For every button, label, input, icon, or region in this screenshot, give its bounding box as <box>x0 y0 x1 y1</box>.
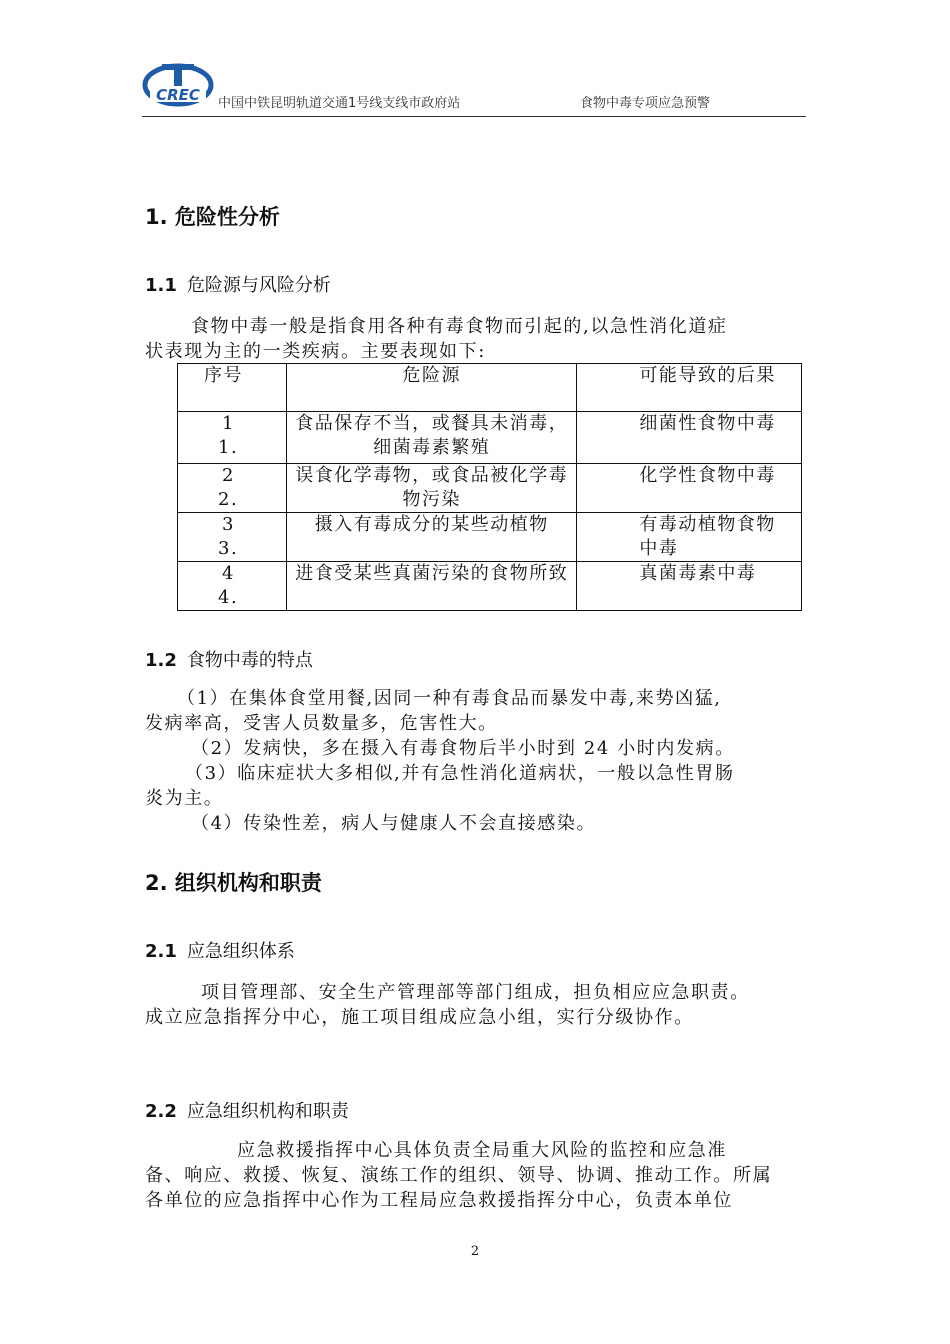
org-system-line-1: 项目管理部、安全生产管理部等部门组成，担负相应应急职责。 <box>201 982 750 1003</box>
header-cell-result: 可能导致的后果 <box>577 364 802 412</box>
row-result-cell: 真菌毒素中毒 <box>577 562 802 611</box>
row-result-cell: 化学性食物中毒 <box>577 464 802 513</box>
row-number: 4 <box>222 563 235 584</box>
org-duty-line-3: 各单位的应急指挥中心作为工程局应急救援指挥分中心，负责本单位 <box>145 1190 733 1211</box>
feature-1-line-1: （1）在集体食堂用餐,因同一种有毒食品而暴发中毒,来势凶猛, <box>177 688 722 709</box>
svg-text:CREC: CREC <box>156 86 200 104</box>
header-doc-title: 食物中毒专项应急预警 <box>580 96 711 111</box>
section-1-2-heading <box>145 646 313 672</box>
section-1-2-body <box>145 686 807 836</box>
row-number-cell <box>178 412 287 464</box>
section-2-2-body <box>145 1138 807 1213</box>
section-2-2-heading <box>145 1097 349 1123</box>
section-1-2-number: 1.2 <box>145 650 177 671</box>
org-system-line-2: 成立应急指挥分中心，施工项目组成应急小组，实行分级协作。 <box>145 1007 694 1028</box>
row-number-cell <box>178 562 287 611</box>
section-1-1-number: 1.1 <box>145 275 177 296</box>
row-number-dotted: 3. <box>218 538 239 559</box>
row-source-cell: 误食化学毒物，或食品被化学毒物污染 <box>287 464 577 513</box>
section-1-title: 1. 危险性分析 <box>145 205 280 229</box>
page-number: 2 <box>470 1244 480 1259</box>
row-number: 3 <box>222 514 235 535</box>
table-row <box>178 562 802 611</box>
hazard-table <box>177 363 802 611</box>
header-project-name: 中国中铁昆明轨道交通1号线支线市政府站 <box>218 96 461 111</box>
crec-logo-icon <box>142 62 214 108</box>
intro-line-1: 食物中毒一般是指食用各种有毒食物而引起的,以急性消化道症 <box>191 316 728 337</box>
intro-line-2: 状表现为主的一类疾病。主要表现如下: <box>145 341 486 362</box>
header-divider <box>142 116 806 117</box>
feature-3-line-1: （3）临床症状大多相似,并有急性消化道病状，一般以急性胃肠 <box>185 763 735 784</box>
row-number-dotted: 4. <box>218 587 239 608</box>
table-row <box>178 513 802 562</box>
feature-3-line-2: 炎为主。 <box>145 788 224 809</box>
row-number-cell <box>178 464 287 513</box>
row-number: 1 <box>222 413 235 434</box>
section-2-1-title: 应急组织体系 <box>186 941 295 962</box>
section-1-1-heading <box>145 271 331 297</box>
header-cell-source: 危险源 <box>287 364 577 412</box>
row-source-cell: 进食受某些真菌污染的食物所致 <box>287 562 577 611</box>
section-1-1-intro <box>145 314 807 364</box>
section-2-2-number: 2.2 <box>145 1101 177 1122</box>
row-number-dotted: 2. <box>218 489 239 510</box>
section-2-1-number: 2.1 <box>145 941 177 962</box>
row-result-cell: 细菌性食物中毒 <box>577 412 802 464</box>
section-2-1-body <box>145 980 807 1030</box>
section-2-1-heading <box>145 937 295 963</box>
row-number-dotted: 1. <box>218 437 239 458</box>
section-2-2-title: 应急组织机构和职责 <box>186 1101 349 1122</box>
table-row <box>178 412 802 464</box>
feature-2: （2）发病快，多在摄入有毒食物后半小时到 24 小时内发病。 <box>191 738 735 759</box>
feature-1-line-2: 发病率高，受害人员数量多，危害性大。 <box>145 713 498 734</box>
org-duty-line-1: 应急救援指挥中心具体负责全局重大风险的监控和应急准 <box>237 1140 727 1161</box>
table-row <box>178 464 802 513</box>
section-1-2-title: 食物中毒的特点 <box>186 650 313 671</box>
section-1-1-title: 危险源与风险分析 <box>186 275 331 296</box>
row-source-cell: 食品保存不当，或餐具未消毒，细菌毒素繁殖 <box>287 412 577 464</box>
row-source-cell: 摄入有毒成分的某些动植物 <box>287 513 577 562</box>
org-duty-line-2: 备、响应、救援、恢复、演练工作的组织、领导、协调、推动工作。所属 <box>145 1165 773 1186</box>
feature-4: （4）传染性差，病人与健康人不会直接感染。 <box>191 813 597 834</box>
table-header-row <box>178 364 802 412</box>
crec-logo <box>142 62 214 108</box>
header-cell-no: 序号 <box>178 364 287 412</box>
row-number: 2 <box>222 465 235 486</box>
row-number-cell <box>178 513 287 562</box>
row-result-cell: 有毒动植物食物中毒 <box>577 513 802 562</box>
section-2-title: 2. 组织机构和职责 <box>145 871 322 895</box>
